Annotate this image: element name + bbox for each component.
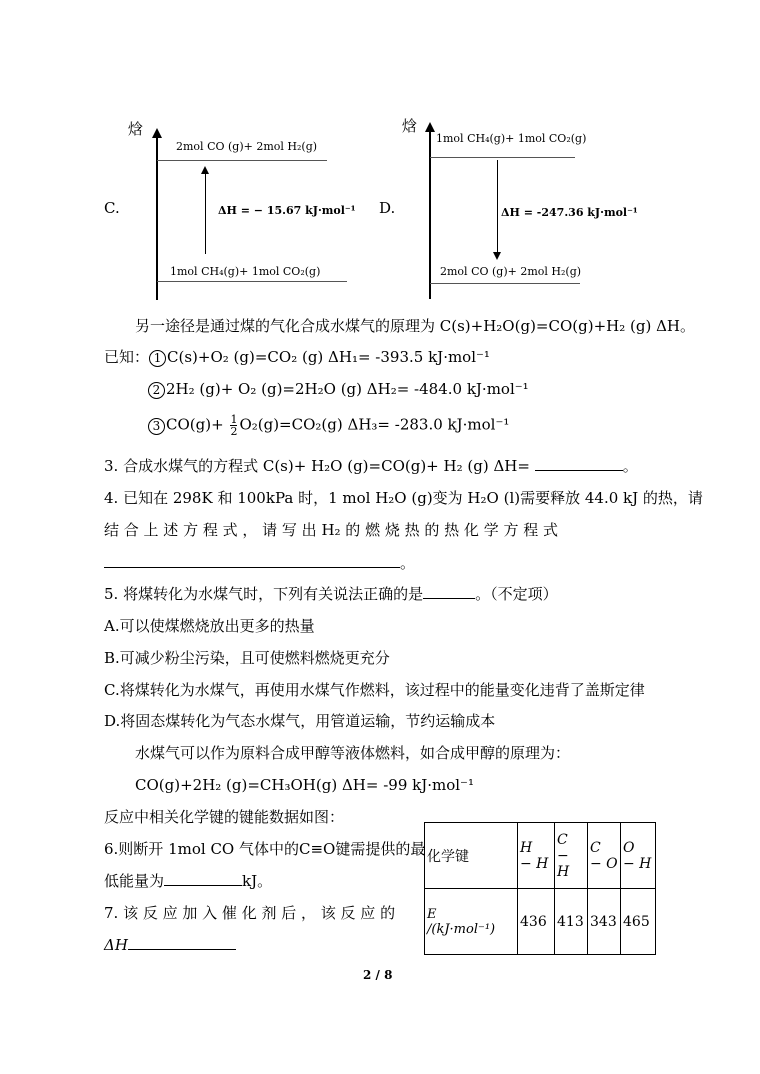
option-d: D.将固态煤转化为气态水煤气，用管道运输，节约运输成本: [104, 712, 496, 730]
y-axis: [156, 137, 158, 300]
bond-cell: O − H: [621, 823, 656, 889]
bond-cell: C − H: [555, 823, 588, 889]
answer-blank[interactable]: [104, 553, 400, 568]
energy-value-cell: 465: [621, 889, 656, 955]
known-prefix: 已知：: [104, 348, 150, 366]
fraction: $\frac{1}{2}$: [230, 413, 238, 438]
circled-number: 3: [148, 418, 165, 435]
question-6-line2: 低能量为 kJ。: [104, 872, 273, 890]
question-3: 3. 合成水煤气的方程式 C(s)+ H₂O (g)=CO(g)+ H₂ (g) ΔH= 。: [104, 457, 638, 475]
equation-text: 2H₂ (g)+ O₂ (g)=2H₂O (g) ΔH₂= -484.0 kJ·mol⁻¹: [166, 380, 529, 398]
equation-2: [148, 379, 529, 399]
option-b: B.可减少粉尘污染，且可使燃料燃烧更充分: [104, 649, 390, 667]
y-axis-label: 焓: [402, 117, 418, 135]
question-6-line1: 6.则断开 1mol CO 气体中的C≡O键需提供的最: [104, 840, 426, 858]
equation-3: [148, 414, 509, 437]
bond-cell: H − H: [518, 823, 555, 889]
equation-text: O₂(g)=CO₂(g) ΔH₃= -283.0 kJ·mol⁻¹: [239, 415, 510, 434]
delta-h-label: ΔH = -247.36 kJ·mol⁻¹: [501, 206, 638, 219]
answer-blank[interactable]: [164, 871, 242, 886]
energy-value-cell: 343: [588, 889, 621, 955]
table-row: [425, 889, 656, 955]
question-4-line2: 结 合 上 述 方 程 式 ， 请 写 出 H₂ 的 燃 烧 热 的 热 化 学 方 程 式: [104, 521, 558, 539]
option-c-label: C.: [104, 199, 120, 217]
header-label-cell: 化学键: [425, 823, 518, 889]
intro-text: 另一途径是通过煤的气化合成水煤气的原理为 C(s)+H₂O(g)=CO(g)+H₂ (g) ΔH。: [135, 317, 695, 335]
circled-number: 1: [149, 350, 166, 367]
delta-h-label: ΔH = − 15.67 kJ·mol⁻¹: [218, 204, 356, 217]
energy-value-cell: 436: [518, 889, 555, 955]
option-c: C.将煤转化为水煤气，再使用水煤气作燃料，该过程中的能量变化违背了盖斯定律: [104, 681, 645, 699]
bottom-energy-level: [157, 281, 347, 282]
y-axis-label: 焓: [128, 120, 144, 138]
page-number: 2 / 8: [363, 968, 393, 982]
question-7-line2: ΔH: [104, 935, 236, 955]
delta-h-arrow: [497, 160, 498, 252]
top-level-label: 1mol CH₄(g)+ 1mol CO₂(g): [436, 132, 587, 145]
top-level-label: 2mol CO (g)+ 2mol H₂(g): [176, 140, 318, 153]
methanol-equation: CO(g)+2H₂ (g)=CH₃OH(g) ΔH= -99 kJ·mol⁻¹: [135, 776, 474, 794]
option-d-label: D.: [379, 199, 396, 217]
delta-h-arrowhead: [493, 252, 501, 260]
delta-h-arrow: [205, 172, 206, 254]
bond-cell: C − O: [588, 823, 621, 889]
equation-1: [104, 347, 490, 367]
methanol-intro: 水煤气可以作为原料合成甲醇等液体燃料，如合成甲醇的原理为：: [135, 744, 571, 762]
equation-text: C(s)+O₂ (g)=CO₂ (g) ΔH₁= -393.5 kJ·mol⁻¹: [167, 348, 490, 366]
answer-blank[interactable]: [535, 456, 623, 471]
equation-text: CO(g)+: [166, 415, 224, 434]
answer-blank[interactable]: [423, 584, 475, 599]
question-4-answer: 。: [104, 553, 415, 573]
table-row: [425, 823, 656, 889]
circled-number: 2: [148, 382, 165, 399]
answer-blank[interactable]: [128, 935, 236, 950]
bottom-level-label: 2mol CO (g)+ 2mol H₂(g): [440, 265, 582, 278]
delta-h-arrowhead: [201, 166, 209, 174]
top-energy-level: [430, 157, 575, 158]
question-7-line1: 7. 该 反 应 加 入 催 化 剂 后 ， 该 反 应 的: [104, 904, 396, 922]
question-4-line1: 4. 已知在 298K 和 100kPa 时，1 mol H₂O (g)变为 H₂O (l)需要释放 44.0 kJ 的热，请: [104, 489, 703, 507]
energy-value-cell: 413: [555, 889, 588, 955]
bottom-energy-level: [430, 283, 580, 284]
top-energy-level: [157, 160, 327, 161]
energy-label-cell: E /(kJ·mol⁻¹): [425, 889, 518, 955]
bond-energy-table: [424, 822, 656, 955]
bottom-level-label: 1mol CH₄(g)+ 1mol CO₂(g): [170, 265, 321, 278]
bond-intro: 反应中相关化学键的键能数据如图：: [104, 808, 345, 826]
question-5: 5. 将煤转化为水煤气时，下列有关说法正确的是 。（不定项）: [104, 585, 558, 603]
option-a: A.可以使煤燃烧放出更多的热量: [104, 617, 315, 635]
